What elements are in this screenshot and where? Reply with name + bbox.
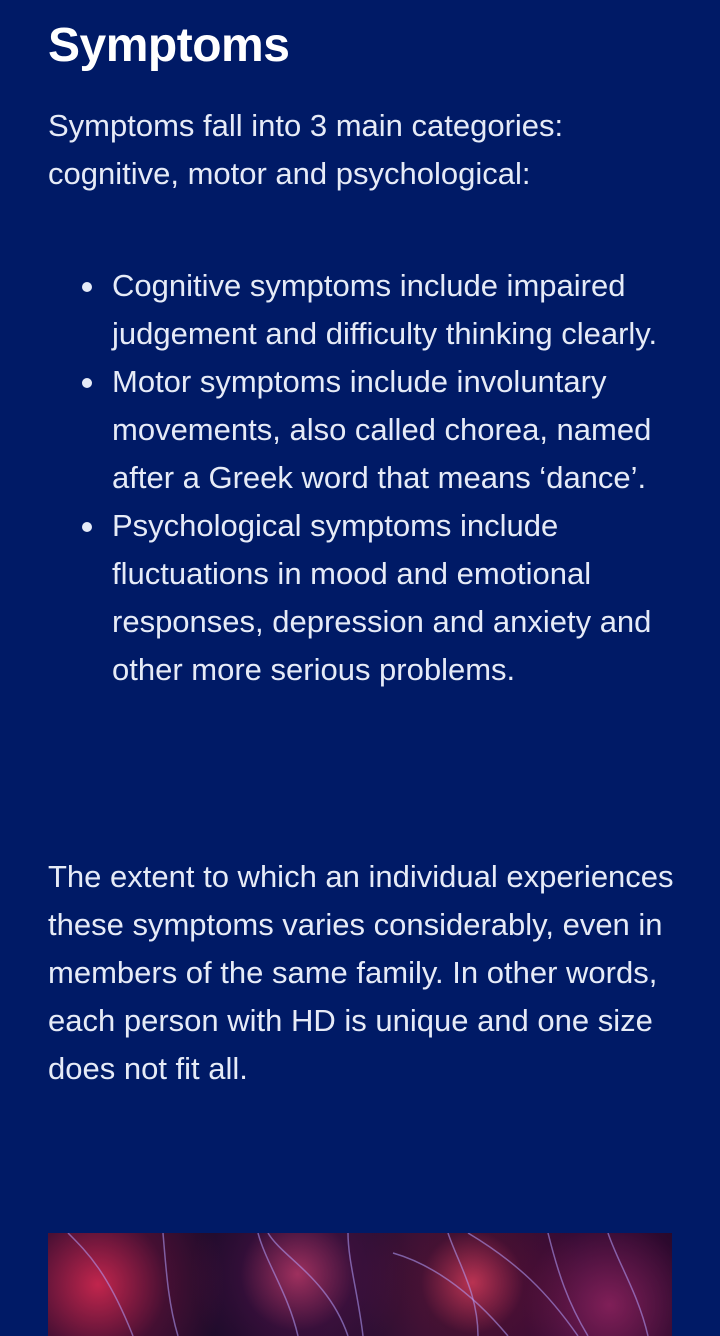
list-item: Cognitive symptoms include impaired judgement and difficulty thinking clearly.: [112, 262, 678, 358]
outro-paragraph: The extent to which an individual experiences these symptoms varies considerably, even in members of the same family. In other words, each person with HD is unique and one size does not fit all.: [48, 859, 674, 1086]
neuron-image: [48, 1233, 672, 1336]
list-item: Psychological symptoms include fluctuations in mood and emotional responses, depression and anxiety and other more serious problems.: [112, 502, 678, 694]
page-title: Symptoms: [48, 19, 290, 72]
symptom-list: [48, 262, 678, 694]
list-item: Motor symptoms include involuntary movements, also called chorea, named after a Greek word that means ‘dance’.: [112, 358, 678, 502]
neuron-illustration: [48, 1233, 672, 1336]
intro-paragraph: Symptoms fall into 3 main categories: cognitive, motor and psychological:: [48, 108, 564, 191]
